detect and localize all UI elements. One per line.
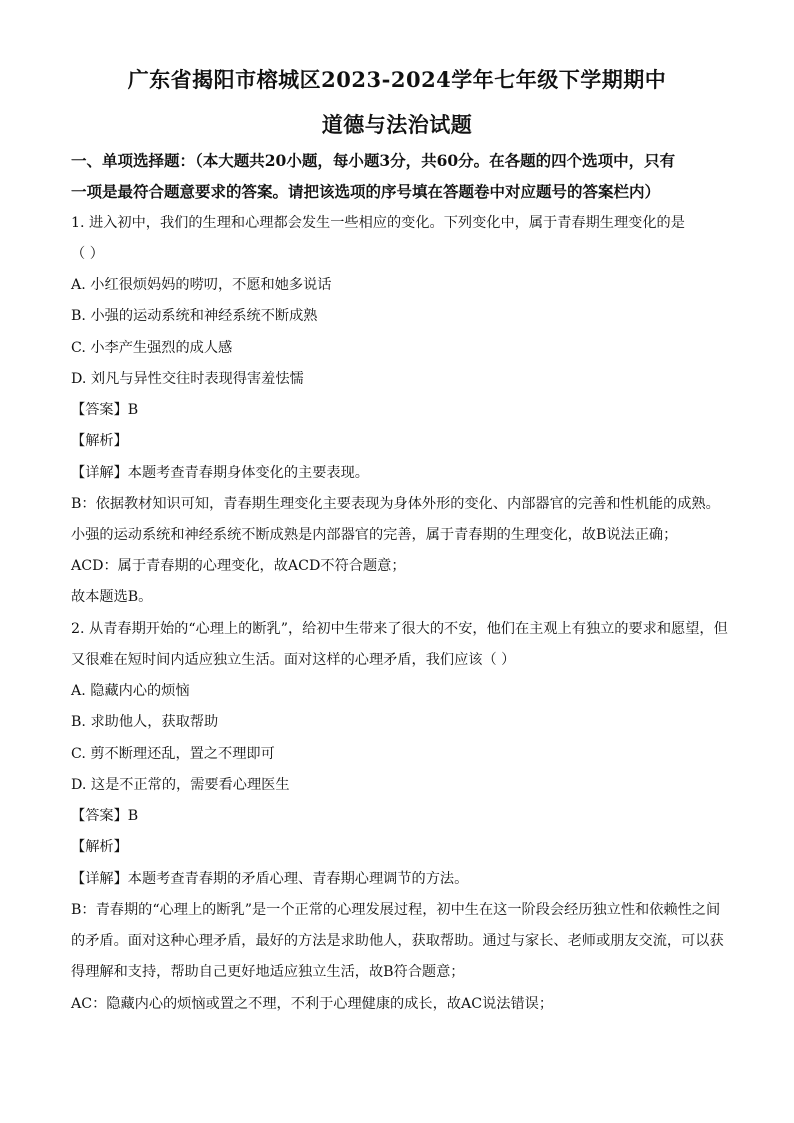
q2-answer: 【答案】B xyxy=(71,808,139,824)
section-line-1: 一、单项选择题：（本大题共20小题，每小题3分，共60分。在各题的四个选项中，只有 xyxy=(71,151,676,170)
q1-analysis-label: 【解析】 xyxy=(71,433,128,449)
q1-option-a: A. 小红很烦妈妈的唠叨，不愿和她多说话 xyxy=(71,277,332,293)
q2-option-c: C. 剪不断理还乱，置之不理即可 xyxy=(71,746,275,762)
q1-option-c: C. 小李产生强烈的成人感 xyxy=(71,340,233,356)
q1-explain-b-2: 小强的运动系统和神经系统不断成熟是内部器官的完善，属于青春期的生理变化，故B说法正确； xyxy=(71,527,678,543)
q1-option-d: D. 刘凡与异性交往时表现得害羞怯懦 xyxy=(71,371,304,387)
q1-detail: 【详解】本题考查青春期身体变化的主要表现。 xyxy=(71,465,369,481)
q2-stem-2: 又很难在短时间内适应独立生活。面对这样的心理矛盾，我们应该（ ） xyxy=(71,652,516,668)
q1-blank: （ ） xyxy=(71,246,104,262)
q2-detail: 【详解】本题考查青春期的矛盾心理、青春期心理调节的方法。 xyxy=(71,871,469,887)
q1-stem: 1. 进入初中，我们的生理和心理都会发生一些相应的变化。下列变化中，属于青春期生理变化的是 xyxy=(71,215,685,231)
q1-option-b: B. 小强的运动系统和神经系统不断成熟 xyxy=(71,308,318,324)
q2-analysis-label: 【解析】 xyxy=(71,839,128,855)
q2-option-a: A. 隐藏内心的烦恼 xyxy=(71,683,190,699)
q1-answer: 【答案】B xyxy=(71,402,139,418)
q2-stem-1: 2. 从青春期开始的“心理上的断乳”，给初中生带来了很大的不安，他们在主观上有独立的要求和愿望，但 xyxy=(71,621,728,637)
exam-title: 广东省揭阳市榕城区2023-2024学年七年级下学期期中 xyxy=(127,67,667,92)
q2-option-d: D. 这是不正常的，需要看心理医生 xyxy=(71,777,290,793)
exam-subject: 道德与法治试题 xyxy=(321,112,473,137)
q2-explain-ac: AC：隐藏内心的烦恼或置之不理，不利于心理健康的成长，故AC说法错误； xyxy=(71,996,554,1012)
q1-explain-acd: ACD：属于青春期的心理变化，故ACD不符合题意； xyxy=(71,558,406,574)
q1-conclusion: 故本题选B。 xyxy=(71,589,153,605)
q2-explain-b-1: B：青春期的“心理上的断乳”是一个正常的心理发展过程，初中生在这一阶段会经历独立性和依赖性之间 xyxy=(71,902,721,918)
q2-explain-b-3: 得理解和支持，帮助自己更好地适应独立生活，故B符合题意； xyxy=(71,964,465,980)
q1-explain-b-1: B：依据教材知识可知，青春期生理变化主要表现为身体外形的变化、内部器官的完善和性机能的成熟。 xyxy=(71,496,720,512)
q2-explain-b-2: 的矛盾。面对这种心理矛盾，最好的方法是求助他人，获取帮助。通过与家长、老师或朋友交流，可以获 xyxy=(71,933,724,949)
section-line-2: 一项是最符合题意要求的答案。请把该选项的序号填在答题卷中对应题号的答案栏内） xyxy=(71,182,661,201)
section-instructions xyxy=(71,145,731,207)
q2-option-b: B. 求助他人，获取帮助 xyxy=(71,714,219,730)
